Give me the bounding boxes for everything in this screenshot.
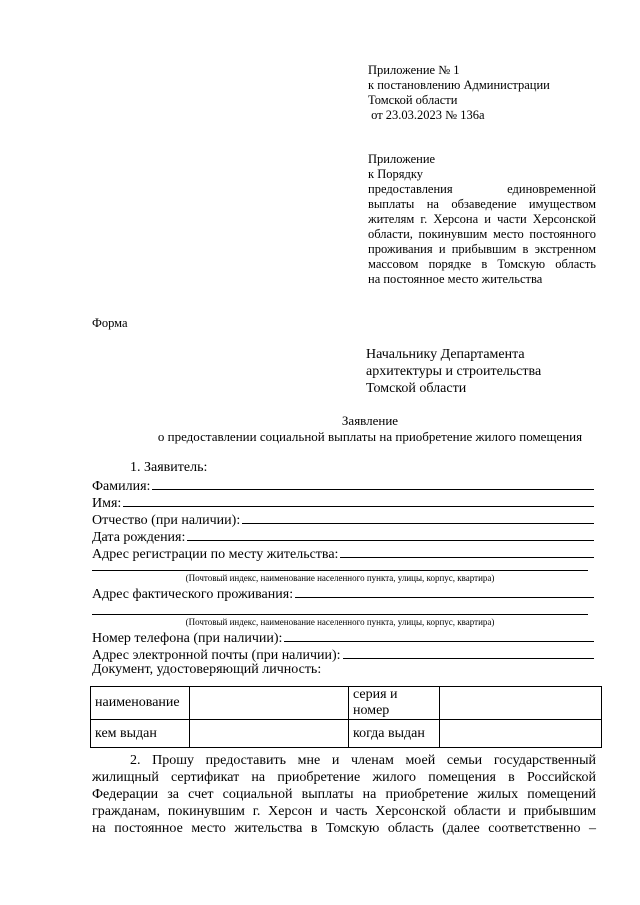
- doc-series-label: серия и номер: [349, 687, 440, 720]
- addressee-block: [366, 346, 606, 397]
- document-title: [92, 413, 640, 444]
- id-document-label: Документ, удостоверяющий личность:: [92, 662, 322, 677]
- birth-date-label: Дата рождения:: [92, 530, 186, 545]
- actual-address-label: Адрес фактического проживания:: [92, 587, 294, 602]
- appendix-2-line: проживания и прибывшим в экстренном: [368, 242, 596, 256]
- patronymic-label: Отчество (при наличии):: [92, 513, 241, 528]
- phone-label: Номер телефона (при наличии):: [92, 631, 283, 646]
- email-field[interactable]: [343, 645, 594, 659]
- reg-address-row: [92, 544, 594, 563]
- title-line-2: о предоставлении социальной выплаты на приобретение жилого помещения: [157, 429, 583, 444]
- appendix-2-head: Приложение: [368, 152, 436, 166]
- name-field[interactable]: [123, 493, 594, 507]
- patronymic-field[interactable]: [242, 510, 594, 524]
- appendix-2-line: выплаты на обзаведение имуществом: [368, 197, 596, 211]
- appendix-2-block: [368, 152, 596, 287]
- reg-address-hint: (Почтовый индекс, наименование населенного пункта, улицы, корпус, квартира): [185, 573, 495, 583]
- appendix-2-line: предоставления единовременной: [368, 182, 596, 196]
- reg-address-continuation-field[interactable]: [92, 570, 588, 571]
- appendix-2-head: к Порядку: [368, 167, 423, 181]
- appendix-1-line: от 23.03.2023 № 136а: [368, 108, 485, 122]
- appendix-2-line: области, покинувшим место постоянного: [368, 227, 596, 241]
- reg-address-field[interactable]: [340, 544, 594, 558]
- applicant-heading: 1. Заявитель:: [130, 460, 208, 475]
- doc-name-cell[interactable]: [190, 687, 349, 720]
- appendix-1-block: [368, 63, 608, 123]
- appendix-1-line: Томской области: [368, 93, 458, 107]
- doc-issued-by-cell[interactable]: [190, 720, 349, 748]
- paragraph-line: 2. Прошу предоставить мне и членам моей семьи государственный: [130, 753, 596, 768]
- actual-address-row: [92, 584, 594, 603]
- paragraph-line: гражданам, покинувшим г. Херсон и часть Херсонской области и прибывшим: [92, 804, 596, 819]
- appendix-2-line: на постоянное место жительства: [368, 272, 543, 286]
- form-label: Форма: [92, 316, 128, 330]
- section-2-paragraph: [92, 752, 596, 837]
- surname-label: Фамилия:: [92, 479, 151, 494]
- id-document-table: [90, 686, 602, 748]
- doc-series-cell[interactable]: [440, 687, 602, 720]
- actual-address-hint: (Почтовый индекс, наименование населенного пункта, улицы, корпус, квартира): [185, 617, 495, 627]
- actual-address-continuation-field[interactable]: [92, 614, 588, 615]
- phone-field[interactable]: [284, 628, 594, 642]
- doc-issue-date-cell[interactable]: [440, 720, 602, 748]
- doc-name-label: наименование: [91, 687, 190, 720]
- appendix-2-line: жителям г. Херсона и части Херсонской: [368, 212, 596, 226]
- reg-address-label: Адрес регистрации по месту жительства:: [92, 547, 339, 562]
- doc-issue-date-label: когда выдан: [349, 720, 440, 748]
- doc-issued-by-label: кем выдан: [91, 720, 190, 748]
- birth-date-field[interactable]: [187, 527, 594, 541]
- addressee-line: Томской области: [366, 381, 467, 396]
- email-label: Адрес электронной почты (при наличии):: [92, 648, 341, 663]
- table-row: [91, 687, 602, 720]
- addressee-line: архитектуры и строительства: [366, 364, 542, 379]
- table-row: [91, 720, 602, 748]
- surname-field[interactable]: [152, 476, 594, 490]
- appendix-1-line: Приложение № 1: [368, 63, 460, 77]
- paragraph-line: на постоянное место жительства в Томскую область (далее соответственно –: [92, 821, 596, 836]
- paragraph-line: жилищный сертификат на приобретение жилого помещения в Российской: [92, 770, 596, 785]
- addressee-line: Начальнику Департамента: [366, 347, 525, 362]
- paragraph-line: Федерации за счет социальной выплаты на приобретение жилых помещений: [92, 787, 596, 802]
- appendix-1-line: к постановлению Администрации: [368, 78, 550, 92]
- appendix-2-line: массовом порядке в Томскую область: [368, 257, 596, 271]
- title-line-1: Заявление: [341, 413, 399, 428]
- name-label: Имя:: [92, 496, 122, 511]
- actual-address-field[interactable]: [295, 584, 594, 598]
